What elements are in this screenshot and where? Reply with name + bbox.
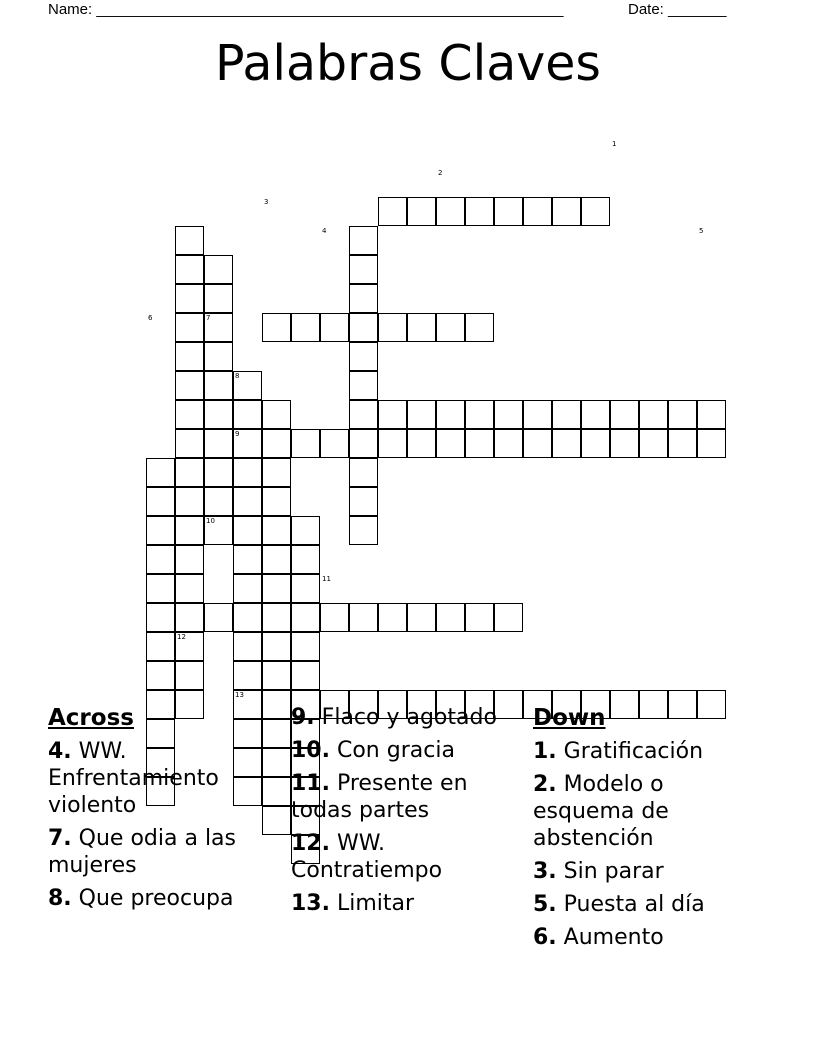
crossword-cell[interactable] [175, 603, 204, 632]
crossword-cell[interactable] [175, 342, 204, 371]
crossword-cell[interactable] [262, 400, 291, 429]
crossword-cell[interactable] [204, 603, 233, 632]
down-clue: 3. Sin parar [533, 859, 664, 884]
clue-number-label: 4 [322, 227, 327, 235]
across-clue: 12. WW. Contratiempo [291, 831, 443, 883]
crossword-cell[interactable] [436, 313, 465, 342]
crossword-cell[interactable] [262, 661, 291, 690]
crossword-cell[interactable] [552, 429, 581, 458]
crossword-cell[interactable] [697, 400, 726, 429]
clue-number-label: 9 [235, 430, 240, 438]
crossword-cell[interactable] [175, 661, 204, 690]
crossword-cell[interactable] [378, 400, 407, 429]
crossword-cell[interactable] [552, 197, 581, 226]
crossword-cell[interactable] [175, 574, 204, 603]
crossword-cell[interactable] [175, 313, 204, 342]
clue-number-label: 12 [177, 633, 186, 641]
crossword-cell[interactable] [204, 342, 233, 371]
crossword-cell[interactable] [465, 429, 494, 458]
crossword-cell[interactable] [320, 429, 349, 458]
crossword-cell[interactable] [262, 545, 291, 574]
crossword-cell[interactable] [378, 313, 407, 342]
clue-number-label: 3 [264, 198, 269, 206]
crossword-cell[interactable] [378, 197, 407, 226]
crossword-cell[interactable] [407, 603, 436, 632]
clue-number-label: 5 [699, 227, 704, 235]
crossword-cell[interactable] [523, 197, 552, 226]
crossword-cell[interactable] [349, 371, 378, 400]
across-heading: Across [48, 705, 134, 731]
clue-number-label: 2 [438, 169, 443, 177]
crossword-cell[interactable] [610, 429, 639, 458]
crossword-cell[interactable] [407, 197, 436, 226]
crossword-cell[interactable] [349, 342, 378, 371]
crossword-cell[interactable] [465, 313, 494, 342]
crossword-cell[interactable] [262, 429, 291, 458]
across-clue: 4. WW. Enfrentamiento violento [48, 739, 219, 818]
crossword-cell[interactable] [175, 458, 204, 487]
crossword-cell[interactable] [494, 429, 523, 458]
crossword-cell[interactable] [204, 400, 233, 429]
crossword-cell[interactable] [146, 632, 175, 661]
across-clue: 8. Que preocupa [48, 886, 234, 911]
across-clues-column-continued [291, 704, 506, 923]
crossword-cell[interactable] [233, 574, 262, 603]
crossword-cell[interactable] [291, 574, 320, 603]
crossword-cell[interactable] [175, 255, 204, 284]
crossword-cell[interactable] [639, 429, 668, 458]
crossword-cell[interactable] [204, 429, 233, 458]
crossword-cell[interactable] [146, 603, 175, 632]
crossword-cell[interactable] [494, 603, 523, 632]
crossword-cell[interactable] [407, 313, 436, 342]
crossword-cell[interactable] [233, 458, 262, 487]
crossword-cell[interactable] [146, 487, 175, 516]
crossword-cell[interactable] [233, 632, 262, 661]
down-clues-column [533, 704, 763, 957]
crossword-cell[interactable] [262, 603, 291, 632]
crossword-cell[interactable] [465, 400, 494, 429]
clue-number-label: 13 [235, 691, 244, 699]
crossword-cell[interactable] [407, 400, 436, 429]
crossword-cell[interactable] [349, 487, 378, 516]
crossword-cell[interactable] [436, 429, 465, 458]
crossword-cell[interactable] [349, 603, 378, 632]
crossword-cell[interactable] [610, 400, 639, 429]
across-clue: 13. Limitar [291, 891, 415, 916]
crossword-cell[interactable] [262, 690, 291, 719]
crossword-cell[interactable] [204, 458, 233, 487]
crossword-cell[interactable] [349, 516, 378, 545]
down-clue: 6. Aumento [533, 925, 664, 950]
crossword-cell[interactable] [349, 284, 378, 313]
across-clue: 10. Con gracia [291, 738, 455, 763]
crossword-cell[interactable] [233, 400, 262, 429]
crossword-cell[interactable] [146, 516, 175, 545]
clue-number-label: 6 [148, 314, 153, 322]
crossword-cell[interactable] [494, 400, 523, 429]
down-heading: Down [533, 705, 606, 731]
crossword-cell[interactable] [378, 603, 407, 632]
crossword-cell[interactable] [581, 400, 610, 429]
crossword-cell[interactable] [349, 400, 378, 429]
crossword-cell[interactable] [204, 255, 233, 284]
crossword-cell[interactable] [233, 487, 262, 516]
crossword-cell[interactable] [436, 197, 465, 226]
crossword-cell[interactable] [291, 603, 320, 632]
crossword-cell[interactable] [262, 719, 291, 748]
crossword-cell[interactable] [175, 284, 204, 313]
crossword-cell[interactable] [204, 487, 233, 516]
crossword-cell[interactable] [291, 661, 320, 690]
crossword-cell[interactable] [262, 777, 291, 806]
crossword-cell[interactable] [668, 400, 697, 429]
crossword-cell[interactable] [465, 603, 494, 632]
page-title: Palabras Claves [215, 35, 601, 92]
name-field-label: Name: ________________________________________________________ [48, 1, 564, 18]
clue-number-label: 1 [612, 140, 617, 148]
crossword-cell[interactable] [262, 806, 291, 835]
crossword-cell[interactable] [378, 429, 407, 458]
crossword-cell[interactable] [639, 400, 668, 429]
crossword-cell[interactable] [233, 603, 262, 632]
crossword-cell[interactable] [204, 371, 233, 400]
crossword-cell[interactable] [697, 429, 726, 458]
crossword-cell[interactable] [291, 632, 320, 661]
header-line [48, 0, 748, 20]
crossword-cell[interactable] [233, 516, 262, 545]
across-clue: 11. Presente en todas partes [291, 771, 468, 823]
crossword-cell[interactable] [581, 197, 610, 226]
crossword-cell[interactable] [262, 632, 291, 661]
date-field-label: Date: _______ [628, 1, 727, 18]
crossword-cell[interactable] [175, 226, 204, 255]
crossword-cell[interactable] [349, 429, 378, 458]
across-clue: 7. Que odia a las mujeres [48, 826, 237, 878]
crossword-cell[interactable] [204, 284, 233, 313]
crossword-cell[interactable] [146, 574, 175, 603]
crossword-cell[interactable] [175, 545, 204, 574]
down-clue: 1. Gratificación [533, 739, 704, 764]
down-clue: 5. Puesta al día [533, 892, 705, 917]
crossword-cell[interactable] [233, 545, 262, 574]
crossword-cell[interactable] [291, 313, 320, 342]
crossword-cell[interactable] [291, 545, 320, 574]
crossword-cell[interactable] [175, 429, 204, 458]
crossword-cell[interactable] [436, 603, 465, 632]
crossword-cell[interactable] [175, 371, 204, 400]
crossword-cell[interactable] [668, 429, 697, 458]
crossword-cell[interactable] [349, 458, 378, 487]
crossword-cell[interactable] [349, 255, 378, 284]
crossword-cell[interactable] [291, 516, 320, 545]
crossword-cell[interactable] [175, 400, 204, 429]
crossword-cell[interactable] [146, 661, 175, 690]
crossword-cell[interactable] [146, 545, 175, 574]
crossword-cell[interactable] [436, 400, 465, 429]
crossword-cell[interactable] [349, 226, 378, 255]
clue-number-label: 8 [235, 372, 240, 380]
crossword-cell[interactable] [262, 487, 291, 516]
crossword-cell[interactable] [320, 603, 349, 632]
crossword-cell[interactable] [407, 429, 436, 458]
crossword-cell[interactable] [262, 574, 291, 603]
crossword-cell[interactable] [146, 458, 175, 487]
crossword-cell[interactable] [262, 313, 291, 342]
crossword-cell[interactable] [320, 313, 349, 342]
crossword-cell[interactable] [262, 516, 291, 545]
crossword-cell[interactable] [523, 400, 552, 429]
crossword-cell[interactable] [291, 429, 320, 458]
across-clues-column [48, 704, 258, 918]
down-clue: 2. Modelo o esquema de abstención [533, 772, 669, 851]
crossword-cell[interactable] [581, 429, 610, 458]
clue-number-label: 11 [322, 575, 331, 583]
across-clue: 9. Flaco y agotado [291, 705, 497, 730]
crossword-cell[interactable] [175, 516, 204, 545]
crossword-cell[interactable] [175, 487, 204, 516]
crossword-cell[interactable] [262, 458, 291, 487]
crossword-cell[interactable] [494, 197, 523, 226]
crossword-cell[interactable] [262, 748, 291, 777]
clue-number-label: 7 [206, 314, 211, 322]
crossword-cell[interactable] [233, 661, 262, 690]
crossword-cell[interactable] [523, 429, 552, 458]
crossword-cell[interactable] [349, 313, 378, 342]
crossword-cell[interactable] [465, 197, 494, 226]
crossword-cell[interactable] [552, 400, 581, 429]
clue-number-label: 10 [206, 517, 215, 525]
